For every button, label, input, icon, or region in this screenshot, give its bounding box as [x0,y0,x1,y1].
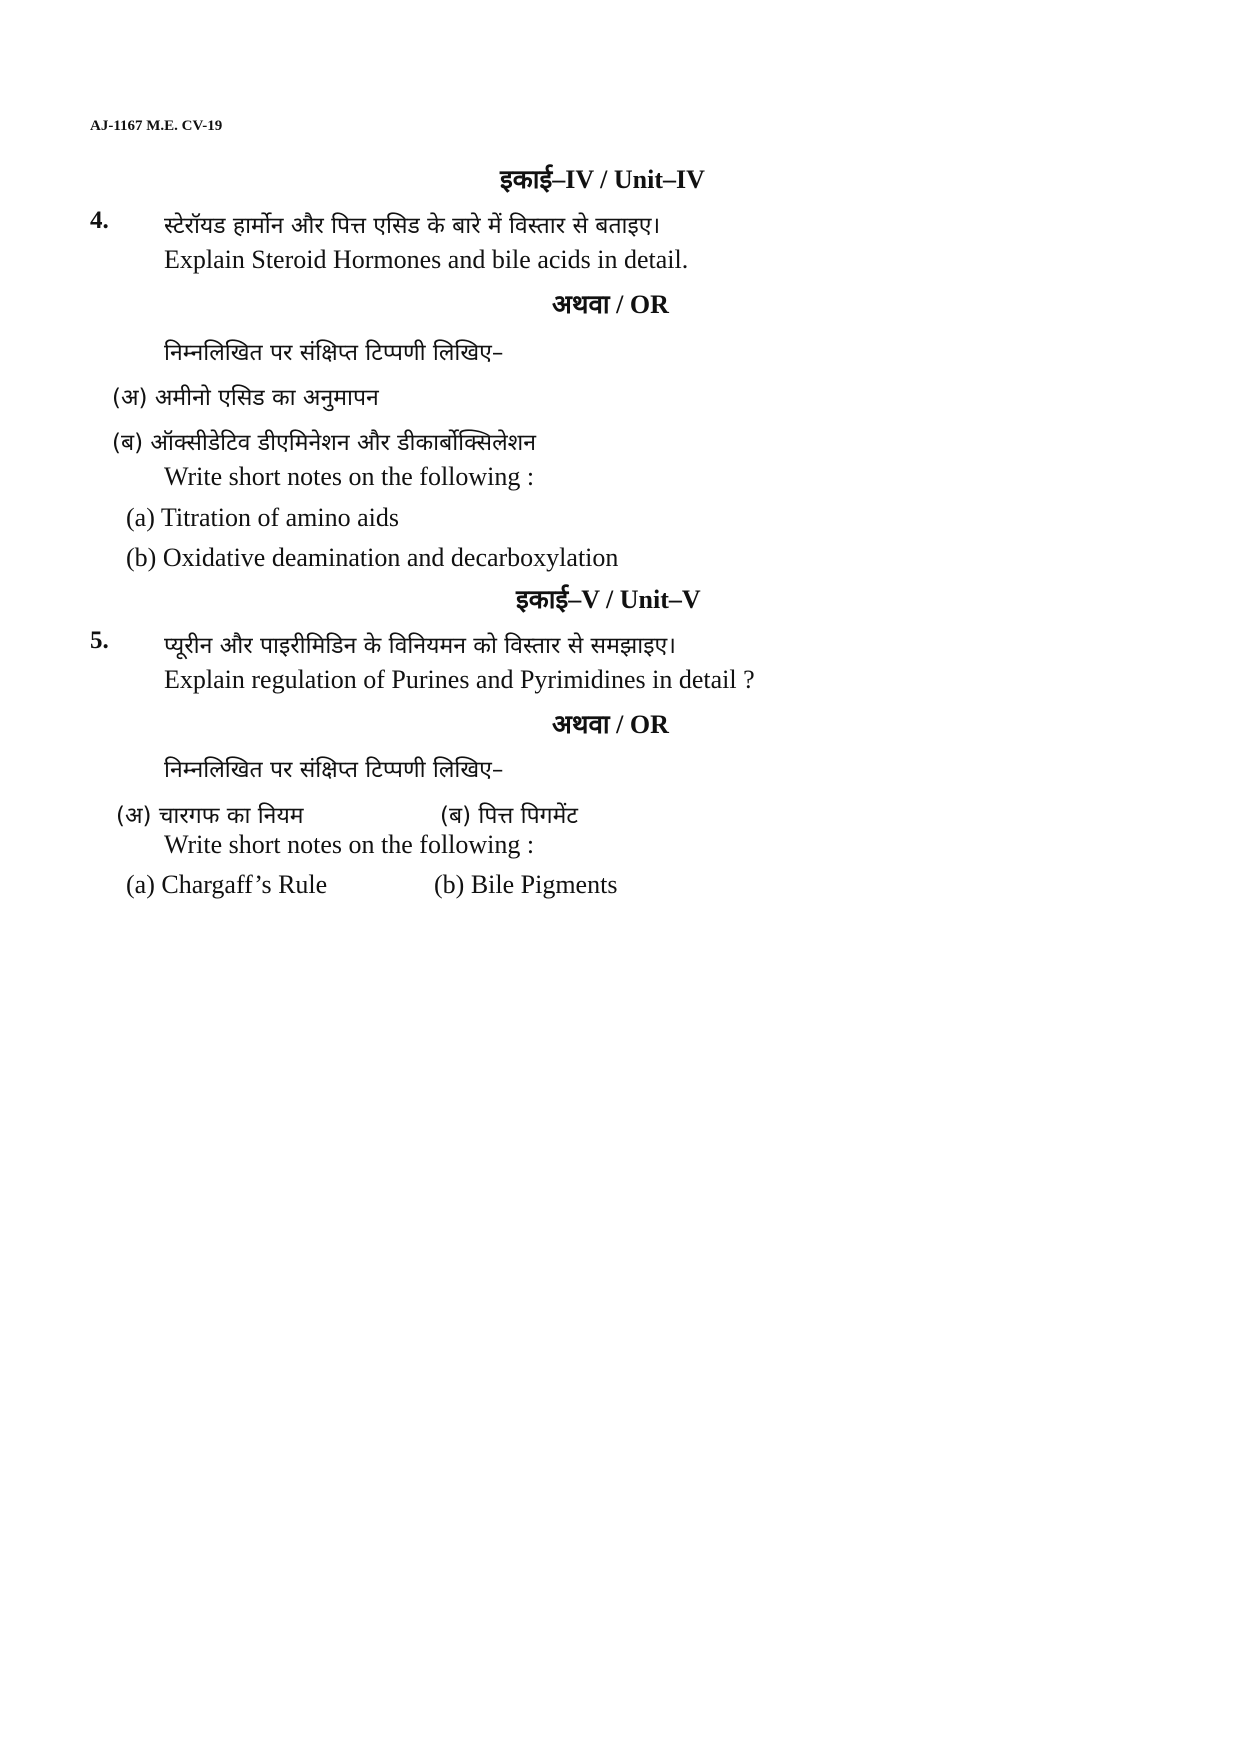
unit-5-heading: इकाई–V / Unit–V [516,585,701,614]
question-4-hindi: स्टेरॉयड हार्मोन और पित्त एसिड के बारे में विस्तार से बताइए। [164,213,661,239]
question-5-alt-hindi-a: (अ) चारगफ का नियम [116,803,304,829]
question-5-english: Explain regulation of Purines and Pyrimidines in detail ? [164,665,755,694]
question-4-alt-english-intro: Write short notes on the following : [164,462,535,491]
question-5-alt-english-b: (b) Bile Pigments [434,870,618,899]
question-5-or: अथवा / OR [552,710,669,739]
question-5-alt-english-intro: Write short notes on the following : [164,830,535,859]
question-4-alt-english-b: (b) Oxidative deamination and decarboxylation [126,543,619,572]
question-5-alt-hindi-b: (ब) पित्त पिगमेंट [440,803,578,829]
unit-4-heading: इकाई–IV / Unit–IV [500,165,705,194]
question-4-number: 4. [90,207,109,234]
question-4-alt-hindi-b: (ब) ऑक्सीडेटिव डीएमिनेशन और डीकार्बोक्सिलेशन [112,430,537,456]
question-4-alt-hindi-intro: निम्नलिखित पर संक्षिप्त टिप्पणी लिखिए– [164,340,504,366]
question-5-number: 5. [90,627,109,654]
question-4-english: Explain Steroid Hormones and bile acids in detail. [164,245,689,274]
question-4-alt-english-a: (a) Titration of amino aids [126,503,399,532]
question-4-or: अथवा / OR [552,290,669,319]
question-5-alt-hindi-intro: निम्नलिखित पर संक्षिप्त टिप्पणी लिखिए– [164,757,504,783]
question-4-alt-hindi-a: (अ) अमीनो एसिड का अनुमापन [112,385,379,411]
paper-code: AJ-1167 M.E. CV-19 [90,118,223,134]
question-5-alt-english-a: (a) Chargaff’s Rule [126,870,328,899]
question-5-hindi: प्यूरीन और पाइरीमिडिन के विनियमन को विस्तार से समझाइए। [164,633,676,659]
